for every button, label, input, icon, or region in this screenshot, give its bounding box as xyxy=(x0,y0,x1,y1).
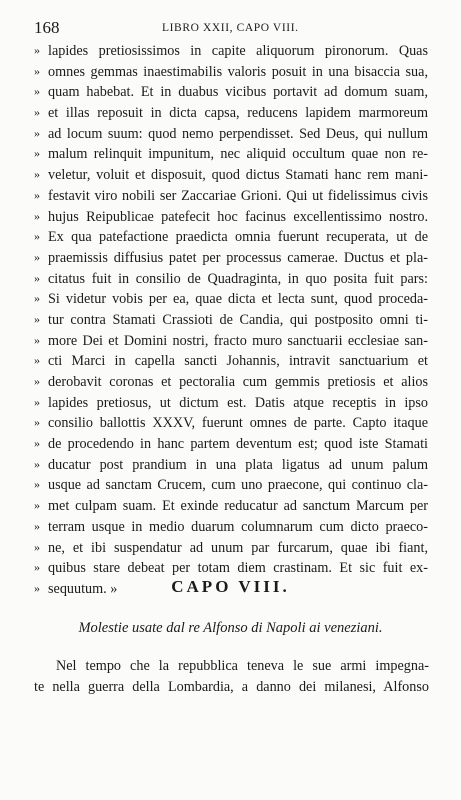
text-line xyxy=(34,143,429,164)
paragraph-line: te nella guerra della Lombardia, a danno dei milanesi, Alfonso xyxy=(34,679,429,695)
running-head: LIBRO XXII, CAPO VIII. xyxy=(162,22,299,34)
line-text: omnes gemmas inaestimabilis valoris posuit in una bisaccia sua, xyxy=(48,63,428,80)
quote-mark: » xyxy=(34,291,40,306)
line-text: citatus fuit in consilio de Quadraginta, in quo posita fuit pars: xyxy=(48,270,428,287)
line-text: Ex qua patefactione praedicta omnia fuerunt recuperata, ut de xyxy=(48,229,428,246)
quote-mark: » xyxy=(34,353,40,368)
text-line xyxy=(34,537,429,558)
quote-mark: » xyxy=(34,580,40,595)
line-text: usque ad sanctam Crucem, cum uno praecone, qui continuo cla- xyxy=(48,477,428,494)
text-line xyxy=(34,81,429,102)
quote-mark: » xyxy=(34,415,40,430)
text-line xyxy=(34,433,429,454)
chapter-title: CAPO VIII. xyxy=(171,577,290,596)
quote-mark: » xyxy=(34,477,40,492)
line-text: derobavit coronas et pectoralia cum gemmis pretiosis et alios xyxy=(48,374,428,390)
line-text: malum relinquit impunitum, nec aliquid occultum quae non re- xyxy=(48,146,428,163)
quote-mark: » xyxy=(34,270,40,285)
quote-mark: » xyxy=(34,146,40,161)
text-line xyxy=(34,516,429,537)
line-text: cti Marci in capella sancti Johannis, intravit sanctuarium et xyxy=(48,353,428,370)
quote-mark: » xyxy=(34,311,40,326)
text-line xyxy=(34,392,429,413)
line-text: quam habebat. Et in duabus vicibus portavit ad domum suam, xyxy=(48,84,428,101)
quote-mark: » xyxy=(34,560,40,575)
quote-mark: » xyxy=(34,374,40,388)
line-text: veletur, voluit et disposuit, quod dictus Stamati hanc rem mani- xyxy=(48,167,428,184)
line-text: ne, et ibi suspendatur ad unum par furcarum, quae ibi fiant, xyxy=(48,539,428,556)
line-text: ad locum suum: quod nemo perpendisset. Sed Deus, qui nullum xyxy=(48,125,428,142)
line-text: hujus Reipublicae patefecit hoc facinus excellentissimo nostro. xyxy=(48,208,428,225)
quote-mark: » xyxy=(34,332,40,347)
quoted-text-block xyxy=(34,40,429,599)
text-line xyxy=(34,350,429,371)
quote-mark: » xyxy=(34,436,40,451)
quote-mark: » xyxy=(34,43,40,57)
text-line xyxy=(34,226,429,247)
paragraph xyxy=(34,656,429,698)
line-text: lapides pretiosissimos in capite aliquorum pironorum. Quas xyxy=(48,43,428,59)
text-line xyxy=(34,40,429,61)
line-text: et illas reposuit in dicta capsa, reducens lapidem marmoreum xyxy=(48,105,428,122)
text-line xyxy=(34,164,429,185)
text-line xyxy=(34,123,429,144)
quote-mark: » xyxy=(34,167,40,182)
quote-mark: » xyxy=(34,249,40,264)
quote-mark: » xyxy=(34,518,40,533)
quote-mark: » xyxy=(34,498,40,513)
line-text: consilio ballottis XXXV, fuerunt omnes de parte. Capto itaque xyxy=(48,415,428,432)
quote-mark: » xyxy=(34,394,40,409)
line-text: more Dei et Domini nostri, fracto muro sanctuarii ecclesiae san- xyxy=(48,332,428,349)
quote-mark: » xyxy=(34,539,40,554)
line-text: praemissis diffusius patet per processus camerae. Ductus et pla- xyxy=(48,249,428,266)
quote-mark: » xyxy=(34,125,40,140)
page-header xyxy=(34,18,429,40)
quote-mark: » xyxy=(34,187,40,202)
text-line xyxy=(34,495,429,516)
line-text: quibus stare debeat per totam diem crastinam. Et sic fuit ex- xyxy=(48,560,428,577)
text-line xyxy=(34,288,429,309)
line-text: sequutum. » xyxy=(48,580,118,597)
line-text: terram usque in medio duarum columnarum cum dicto praeco- xyxy=(48,518,428,535)
quote-mark: » xyxy=(34,229,40,244)
text-line xyxy=(34,474,429,495)
text-line xyxy=(34,206,429,227)
line-text: tur contra Stamati Crassioti de Candia, qui postposito omni ti- xyxy=(48,311,428,328)
text-line xyxy=(34,309,429,330)
text-line xyxy=(34,268,429,289)
page-number: 168 xyxy=(34,18,60,37)
quote-mark: » xyxy=(34,63,40,78)
text-line xyxy=(34,330,429,351)
paragraph-line: Nel tempo che la repubblica teneva le sue armi impegna- xyxy=(56,658,429,674)
text-line xyxy=(34,247,429,268)
text-line xyxy=(34,185,429,206)
text-line xyxy=(34,61,429,82)
text-line xyxy=(34,371,429,392)
line-text: de procedendo in hanc partem deventum est; quod iste Stamati xyxy=(48,436,428,453)
quote-mark: » xyxy=(34,208,40,223)
line-text: ducatur post prandium in una plata ligatus ad unum palum xyxy=(48,456,428,473)
quote-mark: » xyxy=(34,456,40,471)
line-text: met culpam suam. Et exinde reducatur ad sanctum Marcum per xyxy=(48,498,428,515)
chapter-subtitle: Molestie usate dal re Alfonso di Napoli ai veneziani. xyxy=(78,620,383,636)
text-line xyxy=(34,412,429,433)
text-line xyxy=(34,102,429,123)
quote-mark: » xyxy=(34,105,40,120)
text-line xyxy=(34,557,429,578)
line-text: lapides pretiosus, ut dictum est. Datis atque receptis in ipso xyxy=(48,394,428,411)
quote-mark: » xyxy=(34,84,40,99)
line-text: Si videtur vobis per ea, quae dicta et lecta sunt, quod proceda- xyxy=(48,291,428,308)
text-line xyxy=(34,454,429,475)
line-text: festavit viro nobili ser Zaccariae Grioni. Qui ut fidelissimus civis xyxy=(48,187,428,204)
